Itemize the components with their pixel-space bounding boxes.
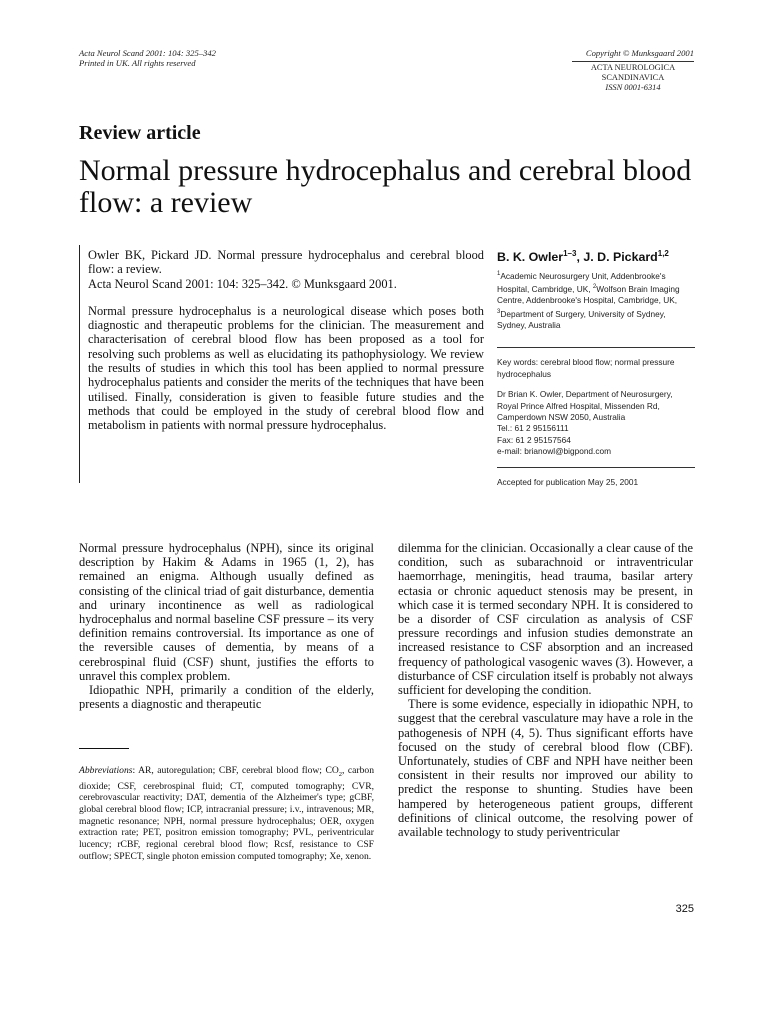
affiliation-3: Department of Surgery, University of Sydney, Sydney, Australia [497,308,666,331]
affiliations: $^1$Academic Neurosurgery Unit, Addenbrooke's Hospital, Cambridge, UK, $^2$Wolfson Brain Imaging Centre, Addenbrooke's Hospital, Cambridge, UK, $^3$Department of Surgery, University of Sydney, Sydney, Australia [497,270,680,331]
body-paragraph: Idiopathic NPH, primarily a condition of the elderly, presents a diagnostic and therapeutic [79,683,374,712]
correspondence [497,389,695,457]
abstract-citation: Owler BK, Pickard JD. Normal pressure hydrocephalus and cerebral blood flow: a review. Acta Neurol Scand 2001: 104: 325–342. © Munksgaard 2001. [88,248,484,291]
author-owler: B. K. Owler [497,250,564,265]
article-type: Review article [79,122,201,144]
running-header-right [520,48,694,93]
body-paragraph: Normal pressure hydrocephalus (NPH), since its original description by Hakim & Adams in 1965 (1, 2), has remained an enigma. Although usually defined as consisting of the clinical triad of gait disturbance, dementia and urinary incontinence as well as radiological hydrocephalus and normal baseline CSF pressure – its very definition remains controversial. Its importance as one of the reversible causes of dementia, by means of a cerebrospinal fluid (CSF) shunt, justifies the efforts to unravel this complex problem. [79,541,374,683]
correspondence-tel: Tel.: 61 2 95156111 [497,423,569,434]
page-number: 325 [675,903,694,915]
journal-name-line1: ACTA NEUROLOGICA [572,61,694,73]
author-separator: , [576,250,584,265]
accepted-date: Accepted for publication May 25, 2001 [497,476,639,487]
printed-in-line: Printed in UK. All rights reserved [79,58,196,68]
article-title: Normal pressure hydrocephalus and cerebral blood flow: a review [79,154,692,219]
author-panel [497,246,695,488]
abstract-box [79,245,484,483]
author-list [497,246,695,265]
affiliation-1: Academic Neurosurgery Unit, Addenbrooke's Hospital, Cambridge, UK, [497,270,666,295]
author-pickard: J. D. Pickard [583,250,658,265]
body-column-right [398,541,693,839]
affiliation-2: Wolfson Brain Imaging Centre, Addenbrooke's Hospital, Cambridge, UK, [497,284,680,306]
body-column-left [79,541,374,711]
journal-name-line2: SCANDINAVICA [601,73,665,82]
body-paragraph: There is some evidence, especially in idiopathic NPH, to suggest that the cerebral vasculature may have a role in the pathogenesis of NPH (4, 5). Thus significant efforts have focused on the study of cerebral blood flow (CBF). Unfortunately, studies of CBF and NPH have neither been consistent in their results nor improved our ability to predict the response to shunting. Studies have been hampered by heterogeneous patient groups, different definitions of clinical outcome, the resolving power of available technology to study periventricular [398,697,693,840]
author-owler-affil: 1–3 [563,249,577,258]
journal-citation-line: Acta Neurol Scand 2001: 104: 325–342 [79,48,216,58]
footnote-rule [79,748,129,749]
body-paragraph: dilemma for the clinician. Occasionally a clear cause of the condition, such as subarachnoid or intraventricular haemorrhage, meningitis, head trauma, basilar artery ectasia or chronic aqueduct stenosis may be present, in which case it is termed secondary NPH. It is considered to be a disorder of CSF circulation as analysis of CSF pressure recordings and infusion studies demonstrate an increased resistance to CSF absorption and an increased frequency of pathological vasogenic waves (3). However, a disturbance of CSF circulation itself is probably not always sufficient for developing the condition. [398,541,693,698]
issn-line: ISSN 0001-6314 [605,83,661,92]
footnote-label: Abbreviations [79,765,133,776]
abstract-text: Normal pressure hydrocephalus is a neurological disease which poses both diagnostic and therapeutic problems for the clinician. The measurement and characterisation of cerebral blood flow has been proposed as a tool for resolving such problems as well as elucidating its pathophysiology. We review the results of studies in which this tool has been applied to normal pressure hydrocephalus patients and consider the merits of the techniques that have been utilised. Finally, consideration is given to feasible future studies and the methods that could be employed in the study of cerebral blood flow and metabolism in patients with normal pressure hydrocephalus. [88,303,484,433]
keywords: Key words: cerebral blood flow; normal pressure hydrocephalus [497,357,675,379]
copyright-line: Copyright © Munksgaard 2001 [585,48,694,58]
author-pickard-affil: 1,2 [657,249,669,258]
correspondence-address: Dr Brian K. Owler, Department of Neurosurgery, Royal Prince Alfred Hospital, Missenden Rd, Camperdown NSW 2050, Australia [497,389,673,423]
correspondence-fax: Fax: 61 2 95157564 [497,434,571,445]
correspondence-email: e-mail: brianowl@bigpond.com [497,446,612,457]
running-header-left [79,48,379,68]
abbreviations-footnote: Abbreviations: AR, autoregulation; CBF, cerebral blood flow; $CO_2$, carbon dioxide; CSF, cerebrospinal fluid; CT, computed tomography; CVR, cerebrovascular reactivity; DAT, dementia of the Alzheimer's type; gCBF, global cerebral blood flow; ICP, intracranial pressure; i.v., intravenous; MR, magnetic resonance; NPH, normal pressure hydrocephalus; OER, oxygen extraction rate; PET, positron emission tomography; PVL, periventricular lucency; rCBF, regional cerebral blood flow; Rcsf, resistance to CSF outflow; SPECT, single photon emission computed tomography; Xe, xenon. [79,765,375,862]
